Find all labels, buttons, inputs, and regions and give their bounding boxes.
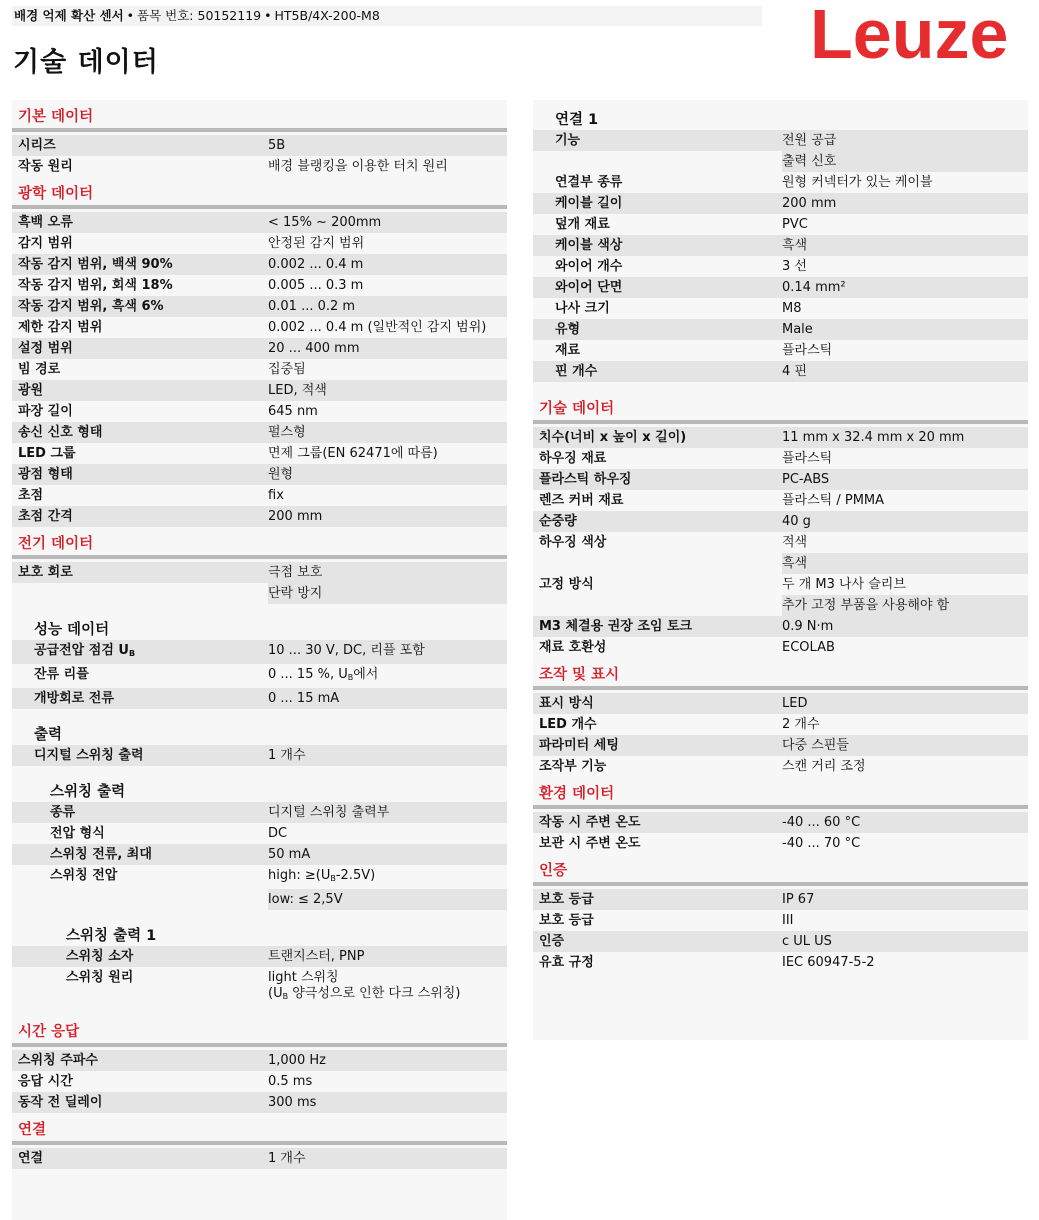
row-key: 보호 등급: [539, 892, 594, 907]
table-row: [533, 427, 1028, 448]
row-key: 고정 방식: [539, 577, 594, 592]
row-key: 시리즈: [18, 138, 56, 153]
row-key: 보호 회로: [18, 565, 73, 580]
table-row: [533, 256, 1028, 277]
row-key: 작동 원리: [18, 159, 73, 174]
table-row: [533, 735, 1028, 756]
row-value: 0.002 ... 0.4 m: [268, 257, 364, 272]
row-value: IEC 60947-5-2: [782, 955, 875, 970]
table-row: [12, 317, 507, 338]
table-row: [12, 485, 507, 506]
table-row: [533, 637, 1028, 658]
row-key: 연결부 종류: [555, 175, 623, 190]
row-value: 1 개수: [268, 1151, 306, 1166]
table-row: [533, 193, 1028, 214]
row-value: < 15% ~ 200mm: [268, 215, 382, 230]
subsection-switching-output: 스위칭 출력: [50, 784, 126, 800]
table-row: [12, 359, 507, 380]
table-row: [533, 889, 1028, 910]
table-row: [533, 469, 1028, 490]
table-row: [533, 595, 1028, 616]
table-row: [12, 583, 507, 604]
outputs-table: [12, 745, 507, 766]
table-row: [533, 319, 1028, 340]
table-row: [12, 275, 507, 296]
table-row: [12, 688, 507, 709]
row-value: 3 선: [782, 259, 807, 274]
optical-table: [12, 212, 507, 527]
row-value: PC-ABS: [782, 472, 830, 487]
row-key: 파장 길이: [18, 404, 73, 419]
row-key: 와이어 단면: [555, 280, 623, 295]
row-key: 플라스틱 하우징: [539, 472, 632, 487]
row-value: 배경 블랭킹을 이용한 터치 원리: [268, 159, 448, 174]
table-row: [12, 946, 507, 967]
row-key: M3 체결용 권장 조임 토크: [539, 619, 693, 634]
right-column: [533, 100, 1028, 1040]
row-key: 하우징 재료: [539, 451, 607, 466]
row-value: 1,000 Hz: [268, 1053, 326, 1068]
switching-output-table: [12, 802, 507, 910]
row-key: 케이블 길이: [555, 196, 623, 211]
row-key: 재료 호환성: [539, 640, 607, 655]
row-value: c UL US: [782, 934, 832, 949]
part-number: 품목 번호: 50152119: [137, 8, 262, 23]
table-row: [533, 952, 1028, 973]
row-value: high: $\ge(U_B-2.5V)$: [268, 868, 376, 883]
table-row: [12, 464, 507, 485]
table-row: [533, 235, 1028, 256]
subsection-outputs: 출력: [34, 727, 63, 743]
row-value: 0.14 mm²: [782, 280, 846, 295]
table-row: [12, 562, 507, 583]
table-row: [12, 844, 507, 865]
row-value: 극점 보호: [268, 565, 323, 580]
table-row: [12, 401, 507, 422]
table-row: [12, 135, 507, 156]
row-value: 2 개수: [782, 717, 820, 732]
table-row: [533, 812, 1028, 833]
row-key: 스위칭 전류, 최대: [50, 847, 152, 862]
row-value: 10 ... 30 V, DC, 리플 포함: [268, 643, 425, 658]
table-row: [533, 714, 1028, 735]
table-row: [533, 511, 1028, 532]
row-key: 조작부 기능: [539, 759, 607, 774]
row-value: 11 mm x 32.4 mm x 20 mm: [782, 430, 965, 445]
row-value: 출력 신호: [782, 151, 1028, 172]
basic-table: [12, 135, 507, 177]
row-key: 와이어 개수: [555, 259, 623, 274]
mechanical-table: [533, 427, 1028, 658]
row-value: 0.002 ... 0.4 m (일반적인 감지 범위): [268, 320, 487, 335]
row-key: 유형: [555, 322, 581, 337]
row-value: 0 ... 15 mA: [268, 691, 340, 706]
row-value: 645 nm: [268, 404, 318, 419]
table-row: [533, 490, 1028, 511]
table-row: [12, 254, 507, 275]
row-key: 제한 감지 범위: [18, 320, 103, 335]
environment-table: [533, 812, 1028, 854]
table-row: [533, 931, 1028, 952]
table-row: [12, 443, 507, 464]
table-row: [533, 833, 1028, 854]
subsection-connection-1: 연결 1: [555, 112, 599, 128]
table-row: [12, 865, 507, 889]
row-key: 잔류 리플: [34, 667, 89, 682]
row-key: 파라미터 세팅: [539, 738, 619, 753]
row-key: LED 그룹: [18, 446, 76, 461]
row-key: 치수(너비 x 높이 x 길이): [539, 430, 687, 445]
row-key: 설정 범위: [18, 341, 73, 356]
row-value: 플라스틱: [782, 451, 833, 466]
table-row: [12, 1050, 507, 1071]
row-value: III: [782, 913, 794, 928]
section-title-optical: 광학 데이터: [12, 183, 507, 209]
switching-output-1-table: [12, 946, 507, 1005]
row-key: 송신 신호 형태: [18, 425, 103, 440]
row-value: 5B: [268, 138, 286, 153]
section-title-environment: 환경 데이터: [533, 783, 1028, 809]
table-row: [533, 130, 1028, 151]
row-value: 적색: [782, 535, 808, 550]
row-value: 트랜지스터, PNP: [268, 949, 365, 964]
row-value: 원형 커넥터가 있는 케이블: [782, 175, 933, 190]
row-value: 300 ms: [268, 1095, 317, 1110]
row-value: 펄스형: [268, 425, 306, 440]
table-row: [533, 340, 1028, 361]
performance-table: [12, 640, 507, 709]
timing-table: [12, 1050, 507, 1113]
row-key: 덮개 재료: [555, 217, 610, 232]
row-key: 표시 방식: [539, 696, 594, 711]
row-key: 빔 경로: [18, 362, 61, 377]
row-key: 스위칭 주파수: [18, 1053, 98, 1068]
row-value: 플라스틱 / PMMA: [782, 493, 885, 508]
row-key: 작동 시 주변 온도: [539, 815, 641, 830]
row-key: 보관 시 주변 온도: [539, 836, 641, 851]
row-value: ECOLAB: [782, 640, 835, 655]
row-value: 0.005 ... 0.3 m: [268, 278, 364, 293]
row-key: 케이블 색상: [555, 238, 623, 253]
row-key: 응답 시간: [18, 1074, 73, 1089]
row-key: 스위칭 원리: [66, 970, 134, 985]
table-row: [533, 277, 1028, 298]
row-value: 원형: [268, 467, 294, 482]
table-row: [12, 1092, 507, 1113]
table-row: 공급전압 점검 $U_B$ 10 ... 30 V, DC, 리플 포함: [12, 640, 507, 664]
table-row: [533, 151, 1028, 172]
row-key: 전압 형식: [50, 826, 105, 841]
certification-table: [533, 889, 1028, 973]
row-key: 개방회로 전류: [34, 691, 114, 706]
row-value: 50 mA: [268, 847, 311, 862]
table-row: [533, 172, 1028, 193]
table-row: [533, 616, 1028, 637]
row-key: 유효 규정: [539, 955, 594, 970]
section-title-certification: 인증: [533, 860, 1028, 886]
row-key: 디지털 스위칭 출력: [34, 748, 144, 763]
connection-table: [12, 1148, 507, 1169]
row-key: 순중량: [539, 514, 577, 529]
row-key: 기능: [555, 133, 581, 148]
row-value: fix: [268, 488, 284, 503]
row-value: 20 ... 400 mm: [268, 341, 360, 356]
subsection-performance: 성능 데이터: [34, 622, 110, 638]
row-value: 0 ... 15 %, $U_B$에서: [268, 667, 379, 682]
table-row: [12, 745, 507, 766]
row-value: Male: [782, 322, 813, 337]
table-row: [533, 693, 1028, 714]
row-value: 흑색: [782, 238, 808, 253]
row-value: 추가 고정 부품을 사용해야 함: [782, 595, 1028, 616]
row-value: light 스위칭 ($U_B$ 양극성으로 인한 다크 스위칭): [268, 970, 461, 1001]
row-key: 보호 등급: [539, 913, 594, 928]
row-value: 0.9 N·m: [782, 619, 834, 634]
row-value: 두 개 M3 나사 슬리브: [782, 577, 906, 592]
row-key: 동작 전 딜레이: [18, 1095, 103, 1110]
operation-table: [533, 693, 1028, 777]
table-row: [533, 532, 1028, 553]
subsection-switching-output-1: 스위칭 출력 1: [66, 928, 157, 944]
row-key: 스위칭 전압: [50, 868, 118, 883]
row-value: 4 핀: [782, 364, 807, 379]
row-value: 0.5 ms: [268, 1074, 313, 1089]
table-row: [12, 212, 507, 233]
row-value: low: ≤ 2,5V: [268, 889, 507, 910]
row-key: 인증: [539, 934, 565, 949]
page-title: 기술 데이터: [13, 47, 159, 78]
row-key: 종류: [50, 805, 76, 820]
row-value: 1 개수: [268, 748, 306, 763]
row-key: 광점 형태: [18, 467, 73, 482]
row-key: 하우징 색상: [539, 535, 607, 550]
section-title-timing: 시간 응답: [12, 1021, 507, 1047]
row-value: PVC: [782, 217, 808, 232]
electrical-table: [12, 562, 507, 604]
row-key: 초점 간격: [18, 509, 73, 524]
section-title-electrical: 전기 데이터: [12, 533, 507, 559]
row-key: 작동 감지 범위, 백색 90%: [18, 257, 173, 272]
section-title-mechanical: 기술 데이터: [533, 398, 1028, 424]
product-name: 배경 억제 확산 센서: [14, 8, 124, 23]
row-value: IP 67: [782, 892, 815, 907]
table-row: [533, 361, 1028, 382]
row-value: -40 ... 60 °C: [782, 815, 861, 830]
table-row: [533, 448, 1028, 469]
row-value: DC: [268, 826, 288, 841]
row-value: 집중됨: [268, 362, 306, 377]
model-number: HT5B/4X-200-M8: [274, 8, 380, 23]
table-row: [12, 233, 507, 254]
row-value: -40 ... 70 °C: [782, 836, 861, 851]
row-key: LED 개수: [539, 717, 597, 732]
left-column: [12, 100, 507, 1220]
table-row: [533, 574, 1028, 595]
connection-1-table: [533, 130, 1028, 382]
table-row: [12, 967, 507, 1005]
table-row: [533, 910, 1028, 931]
row-value: 디지털 스위칭 출력부: [268, 805, 390, 820]
leuze-logo: Leuze: [810, 0, 1009, 73]
table-row: [12, 338, 507, 359]
table-row: [533, 214, 1028, 235]
table-row: [12, 506, 507, 527]
row-value: LED, 적색: [268, 383, 327, 398]
table-row: [12, 296, 507, 317]
table-row: [533, 756, 1028, 777]
table-row: [12, 823, 507, 844]
section-title-operation: 조작 및 표시: [533, 664, 1028, 690]
row-key: 초점: [18, 488, 44, 503]
row-key: 감지 범위: [18, 236, 73, 251]
table-row: [12, 422, 507, 443]
row-key: 나사 크기: [555, 301, 610, 316]
row-value: 흑색: [782, 553, 1028, 574]
section-title-basic: 기본 데이터: [12, 106, 507, 132]
row-value: 0.01 ... 0.2 m: [268, 299, 356, 314]
row-key: 렌즈 커버 재료: [539, 493, 624, 508]
row-key: 스위칭 소자: [66, 949, 134, 964]
row-value: 40 g: [782, 514, 811, 529]
table-row: [12, 1148, 507, 1169]
table-row: [12, 889, 507, 910]
row-value: 전원 공급: [782, 133, 837, 148]
row-value: 스캔 거리 조정: [782, 759, 866, 774]
table-row: [533, 298, 1028, 319]
row-key: 작동 감지 범위, 흑색 6%: [18, 299, 164, 314]
table-row: [533, 553, 1028, 574]
row-value: 단락 방지: [268, 583, 507, 604]
row-value: 플라스틱: [782, 343, 833, 358]
row-value: LED: [782, 696, 808, 711]
row-key: 흑백 오류: [18, 215, 73, 230]
row-value: 안정된 감지 범위: [268, 236, 365, 251]
row-key: 연결: [18, 1151, 44, 1166]
row-key: 재료: [555, 343, 581, 358]
row-key: 작동 감지 범위, 회색 18%: [18, 278, 173, 293]
table-row: [12, 380, 507, 401]
row-value: 다중 스핀들: [782, 738, 849, 753]
row-key: 광원: [18, 383, 44, 398]
document-header-line: 배경 억제 확산 센서 • 품목 번호: 50152119 • HT5B/4X-200-M8: [12, 6, 762, 26]
row-key: 핀 개수: [555, 364, 598, 379]
table-row: [12, 664, 507, 688]
table-row: [12, 1071, 507, 1092]
row-value: 면제 그룹(EN 62471에 따름): [268, 446, 438, 461]
table-row: [12, 802, 507, 823]
row-value: M8: [782, 301, 802, 316]
row-value: 200 mm: [782, 196, 837, 211]
table-row: [12, 156, 507, 177]
section-title-connection: 연결: [12, 1119, 507, 1145]
row-value: 200 mm: [268, 509, 323, 524]
